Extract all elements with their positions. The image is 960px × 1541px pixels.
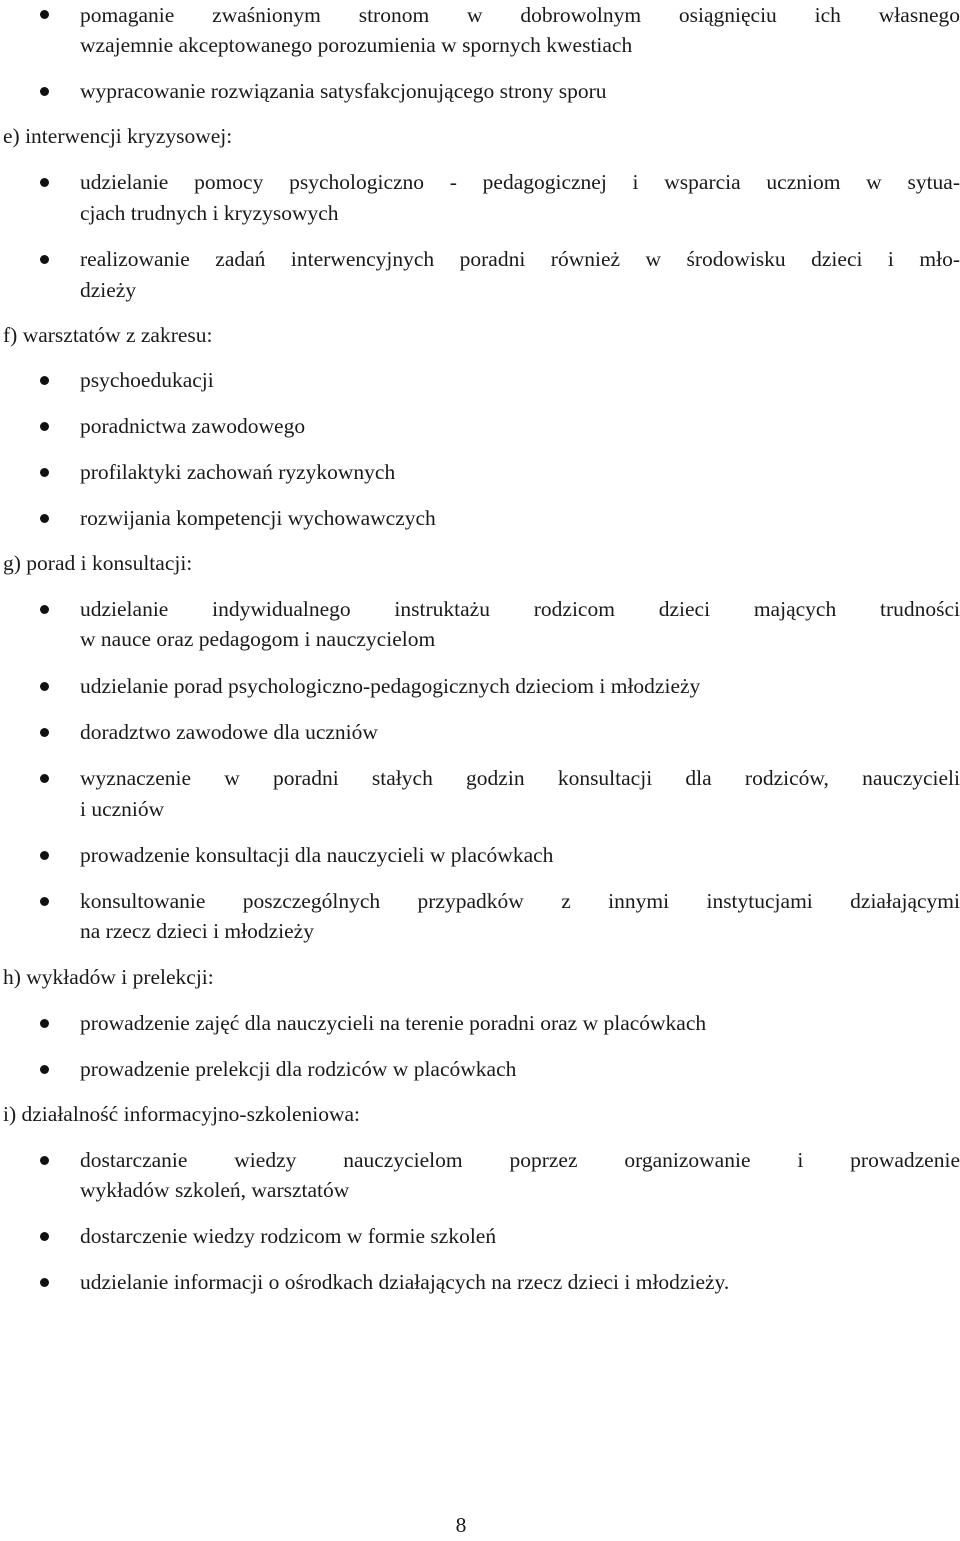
list-item-line: wykładów szkoleń, warsztatów <box>80 1178 350 1202</box>
section-heading-h: h) wykładów i prelekcji: <box>3 965 214 989</box>
bullet-icon <box>40 1019 49 1028</box>
bullet-icon <box>40 10 49 19</box>
list-item-line: doradztwo zawodowe dla uczniów <box>80 720 378 744</box>
bullet-icon <box>40 468 49 477</box>
list-item-line: pomaganie zwaśnionym stronom w dobrowolnym osiągnięciu ich własnego <box>80 3 960 27</box>
list-item-line: prowadzenie konsultacji dla nauczycieli w placówkach <box>80 843 554 867</box>
list-item-line: poradnictwa zawodowego <box>80 414 306 438</box>
list-item-line: psychoedukacji <box>80 368 214 392</box>
bullet-icon <box>40 728 49 737</box>
list-item-line: dostarczenie wiedzy rodzicom w formie szkoleń <box>80 1224 497 1248</box>
list-item-line: rozwijania kompetencji wychowawczych <box>80 506 436 530</box>
list-item-line: dzieży <box>80 278 137 302</box>
list-item-line: cjach trudnych i kryzysowych <box>80 201 339 225</box>
list-item-line: udzielanie pomocy psychologiczno - pedagogicznej i wsparcia uczniom w sytua- <box>80 170 960 194</box>
bullet-icon <box>40 422 49 431</box>
bullet-icon <box>40 178 49 187</box>
list-item-line: wzajemnie akceptowanego porozumienia w spornych kwestiach <box>80 33 633 57</box>
bullet-icon <box>40 1232 49 1241</box>
section-heading-i: i) działalność informacyjno-szkoleniowa: <box>3 1102 361 1126</box>
list-item-line: wypracowanie rozwiązania satysfakcjonującego strony sporu <box>80 79 607 103</box>
bullet-icon <box>40 851 49 860</box>
section-heading-f: f) warsztatów z zakresu: <box>3 323 213 347</box>
list-item-line: na rzecz dzieci i młodzieży <box>80 919 314 943</box>
bullet-icon <box>40 376 49 385</box>
list-item-line: prowadzenie prelekcji dla rodziców w placówkach <box>80 1057 517 1081</box>
list-item-line: udzielanie porad psychologiczno-pedagogicznych dzieciom i młodzieży <box>80 674 701 698</box>
list-item-line: profilaktyki zachowań ryzykownych <box>80 460 396 484</box>
bullet-icon <box>40 774 49 783</box>
list-item-line: udzielanie indywidualnego instruktażu rodzicom dzieci mających trudności <box>80 597 960 621</box>
list-item-line: w nauce oraz pedagogom i nauczycielom <box>80 627 436 651</box>
bullet-icon <box>40 1065 49 1074</box>
bullet-icon <box>40 897 49 906</box>
section-heading-g: g) porad i konsultacji: <box>3 551 193 575</box>
bullet-icon <box>40 514 49 523</box>
list-item-line: i uczniów <box>80 797 165 821</box>
page-number: 8 <box>455 1513 467 1537</box>
bullet-icon <box>40 1278 49 1287</box>
list-item-line: prowadzenie zajęć dla nauczycieli na terenie poradni oraz w placówkach <box>80 1011 707 1035</box>
list-item-line: konsultowanie poszczególnych przypadków z innymi instytucjami działającymi <box>80 889 960 913</box>
bullet-icon <box>40 682 49 691</box>
bullet-icon <box>40 605 49 614</box>
bullet-icon <box>40 255 49 264</box>
bullet-icon <box>40 87 49 96</box>
list-item-line: wyznaczenie w poradni stałych godzin konsultacji dla rodziców, nauczycieli <box>80 766 960 790</box>
list-item-line: dostarczanie wiedzy nauczycielom poprzez organizowanie i prowadzenie <box>80 1148 960 1172</box>
list-item-line: realizowanie zadań interwencyjnych poradni również w środowisku dzieci i mło- <box>80 247 960 271</box>
list-item-line: udzielanie informacji o ośrodkach działających na rzecz dzieci i młodzieży. <box>80 1270 730 1294</box>
bullet-icon <box>40 1156 49 1165</box>
section-heading-e: e) interwencji kryzysowej: <box>3 124 233 148</box>
